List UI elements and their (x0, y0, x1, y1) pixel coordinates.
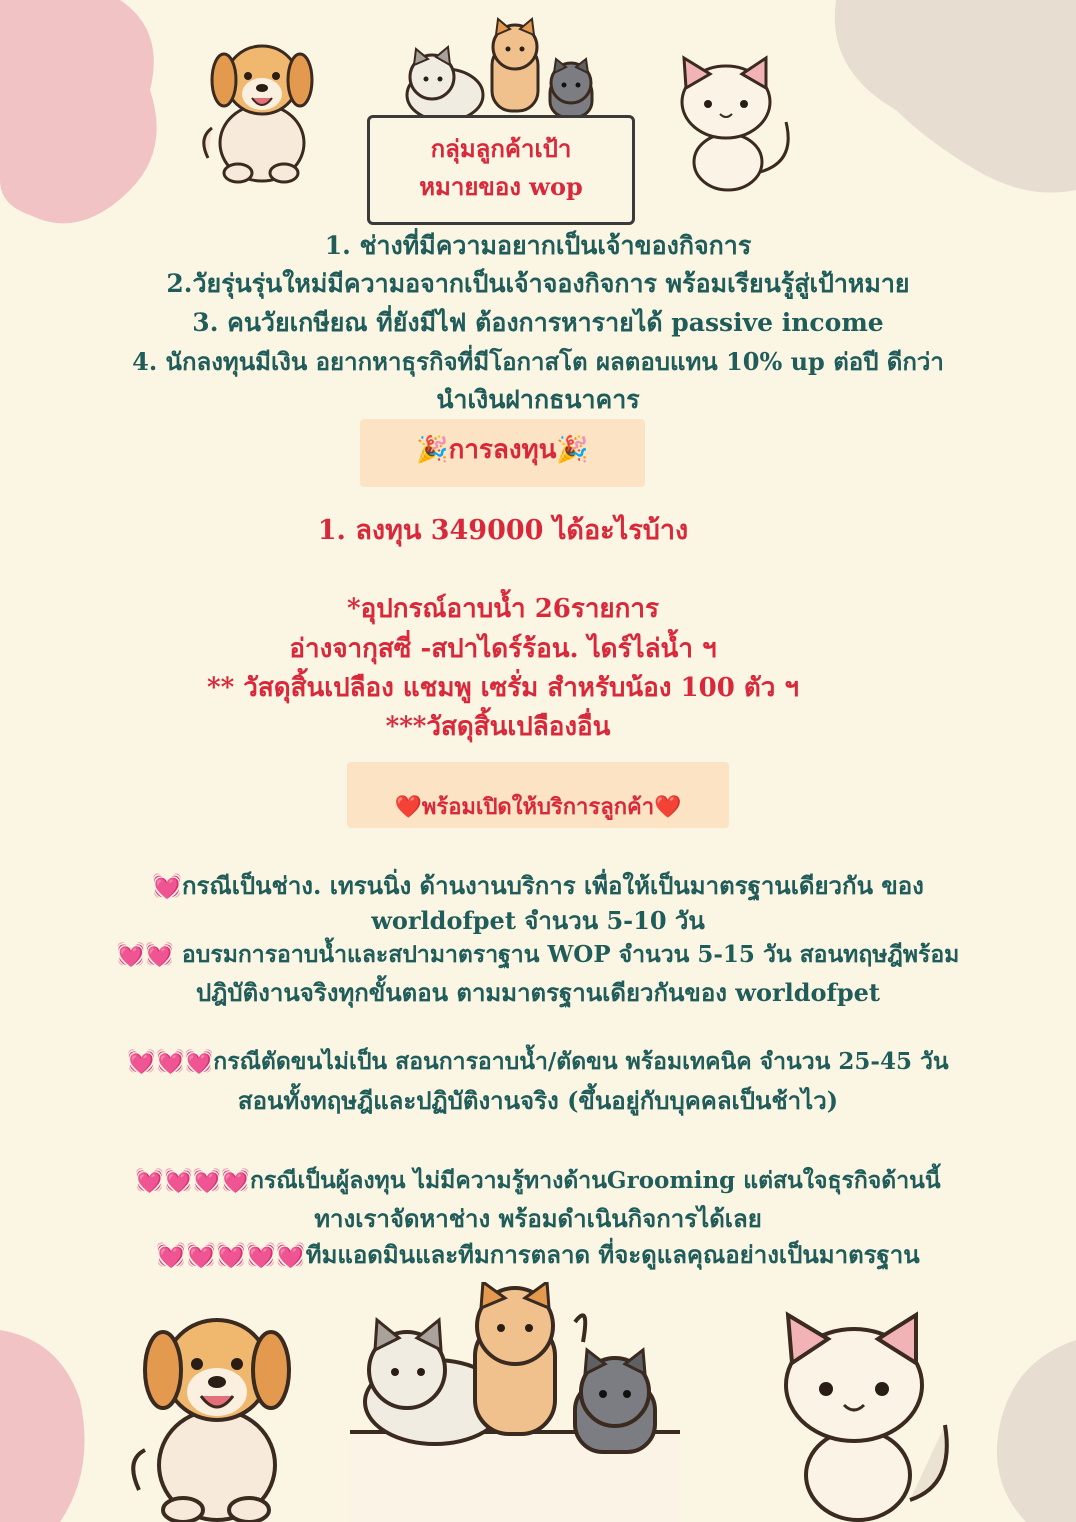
dog-illustration-top (200, 28, 320, 188)
service-line-4: ปฎิบัติงานจริงทุกขั้นตอน ตามมาตรฐานเดียวกันของ worldofpet (196, 978, 880, 1007)
service-line-2: worldofpet จำนวน 5-10 วัน (371, 906, 705, 935)
service-line-1: 💓กรณีเป็นช่าง. เทรนนิ่ง ด้านงานบริการ เพื่อให้เป็นมาตรฐานเดียวกัน ของ (152, 871, 924, 900)
target-group-4-cont: นำเงินฝากธนาคาร (436, 385, 640, 414)
beige-blob-top-right (826, 0, 1076, 200)
title-box (367, 115, 635, 225)
cat-illustration-top-right (668, 52, 798, 192)
investment-item-1: *อุปกรณ์อาบน้ำ 26รายการ (347, 594, 659, 624)
target-group-2: 2.วัยรุ่นรุ่นใหม่มีความอจากเป็นเจ้าจองกิจการ พร้อมเรียนรู้สู่เป้าหมาย (166, 269, 910, 298)
service-badge: ❤️พร้อมเปิดให้บริการลูกค้า❤️ (347, 762, 729, 828)
investment-item-4: ***วัสดุสิ้นเปลืองอื่น (385, 712, 611, 742)
service-line-6: สอนทั้งทฤษฎีและปฏิบัติงานจริง (ขึ้นอยู่กับบุคคลเป็นช้าไว) (237, 1086, 839, 1115)
service-line-9: 💓💓💓💓💓ทีมแอดมินและทีมการตลาด ที่จะดูแลคุณอย่างเป็นมาตรฐาน (156, 1240, 920, 1269)
beige-blob-bottom-right (986, 1340, 1076, 1522)
dog-illustration-bottom (125, 1300, 300, 1522)
target-group-4: 4. นักลงทุนมีเงิน อยากหาธุรกิจที่มีโอกาสโต ผลตอบแทน 10% up ต่อปี ดีกว่า (132, 347, 944, 376)
investment-item-2: อ่างจากุสซี่ -สปาไดร์ร้อน. ไดร์ไล่น้ำ ฯ (289, 634, 717, 664)
target-group-3: 3. คนวัยเกษียณ ที่ยังมีไฟ ต้องการหารายได้ passive income (192, 308, 884, 337)
title-line-1: กลุ่มลูกค้าเป้า (430, 134, 572, 163)
target-group-1: 1. ช่างที่มีความอยากเป็นเจ้าของกิจการ (324, 231, 752, 260)
title-line-2: หมายของ wop (419, 172, 583, 201)
cats-illustration-bottom (345, 1282, 685, 1522)
service-line-8: ทางเราจัดหาช่าง พร้อมดำเนินกิจการได้เลย (314, 1204, 762, 1233)
pink-blob-top-left (0, 0, 170, 230)
cats-illustration-top (400, 15, 610, 125)
investment-question: 1. ลงทุน 349000 ได้อะไรบ้าง (317, 515, 689, 546)
cat-illustration-bottom-right (770, 1305, 960, 1522)
service-line-7: 💓💓💓💓กรณีเป็นผู้ลงทุน ไม่มีความรู้ทางด้านGrooming แต่สนใจธุรกิจด้านนี้ (135, 1167, 941, 1194)
investment-badge: 🎉การลงทุน🎉 (360, 419, 645, 487)
pink-blob-bottom-left (0, 1330, 90, 1522)
service-line-3: 💓💓 อบรมการอาบน้ำและสปามาตราฐาน WOP จำนวน 5-15 วัน สอนทฤษฎีพร้อม (116, 941, 960, 968)
investment-item-3: ** วัสดุสิ้นเปลือง แชมพู เซรั่ม สำหรับน้อง 100 ตัว ฯ (206, 673, 800, 703)
service-line-5: 💓💓💓กรณีตัดขนไม่เป็น สอนการอาบน้ำ/ตัดขน พร้อมเทคนิค จำนวน 25-45 วัน (127, 1048, 949, 1075)
